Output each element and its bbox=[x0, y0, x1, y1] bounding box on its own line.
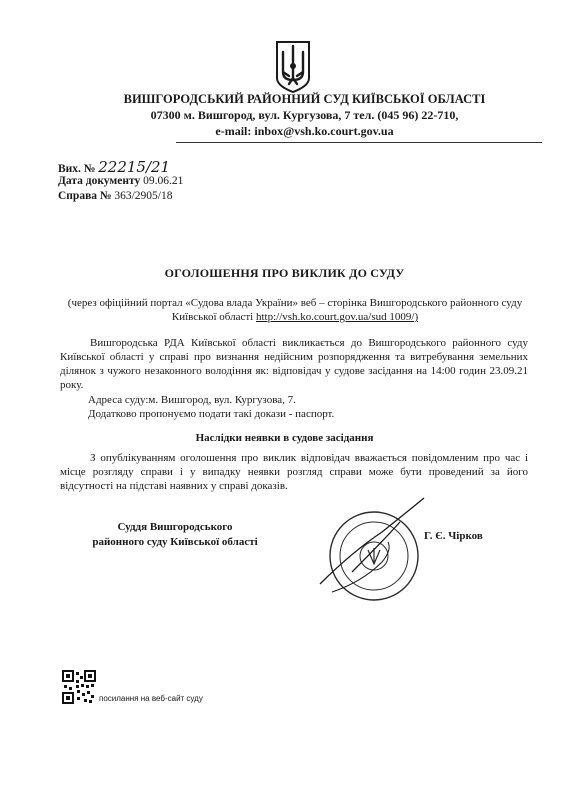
case-value: 363/2905/18 bbox=[114, 190, 173, 202]
outgoing-label: Вих. № bbox=[58, 163, 96, 175]
date-value: 09.06.21 bbox=[143, 175, 184, 187]
case-number bbox=[58, 190, 172, 202]
portal-note bbox=[60, 296, 530, 324]
consequences-title: Наслідки неявки в судове засідання bbox=[195, 432, 374, 444]
court-email: e-mail: inbox@vsh.ko.court.gov.ua bbox=[215, 124, 394, 138]
qr-code-icon[interactable] bbox=[62, 670, 96, 704]
document-date bbox=[58, 175, 183, 187]
notice-title: ОГОЛОШЕННЯ ПРО ВИКЛИК ДО СУДУ bbox=[164, 266, 405, 280]
court-name: ВИШГОРОДСЬКИЙ РАЙОННИЙ СУД КИЇВСЬКОЇ ОБЛАСТІ bbox=[123, 92, 486, 106]
summons-paragraph: Вишгородська РДА Київської області викликається до Вишгородського районного суду Київської області у справі про визнання недійсним розпорядження та витребування земельних ділянок з чужого незаконного володіння як: відповідач у судове засідання на 14:00 годин 23.09.21 року. bbox=[60, 337, 528, 391]
header-divider bbox=[176, 142, 542, 143]
portal-note-text: (через офіційний портал «Судова влада України» веб – сторінка Вишгородського районного суду Київської області bbox=[67, 297, 523, 323]
court-seal-stamp bbox=[312, 492, 432, 612]
judge-title bbox=[80, 520, 270, 550]
court-address-line: Адреса суду:м. Вишгород, вул. Кургузова, 7. bbox=[88, 394, 296, 406]
evidence-line: Додатково пропонуємо подати такі докази - паспорт. bbox=[88, 408, 335, 420]
qr-caption: посилання на веб-сайт суду bbox=[99, 694, 203, 703]
consequences-paragraph: З опублікуванням оголошення про виклик відповідач вважається повідомленим про час і місце розгляду справи і у випадку неявки розгляд справи може бути проведений за його відсутності на підставі наявних у справі доказів. bbox=[60, 452, 528, 492]
judge-title-line2: районного суду Київської області bbox=[92, 536, 258, 548]
outgoing-number bbox=[58, 158, 170, 176]
trident-emblem-icon bbox=[273, 38, 313, 94]
portal-link[interactable]: http://vsh.ko.court.gov.ua/sud 1009/) bbox=[255, 311, 419, 323]
judge-title-line1: Суддя Вишгородського bbox=[117, 521, 233, 533]
outgoing-value: 22215/21 bbox=[98, 158, 171, 176]
court-address: 07300 м. Вишгород, вул. Кургузова, 7 тел. (045 96) 22-710, bbox=[150, 108, 459, 122]
judge-name: Г. Є. Чірков bbox=[424, 530, 483, 542]
case-label: Справа № bbox=[58, 190, 112, 202]
date-label: Дата документу bbox=[58, 175, 141, 187]
